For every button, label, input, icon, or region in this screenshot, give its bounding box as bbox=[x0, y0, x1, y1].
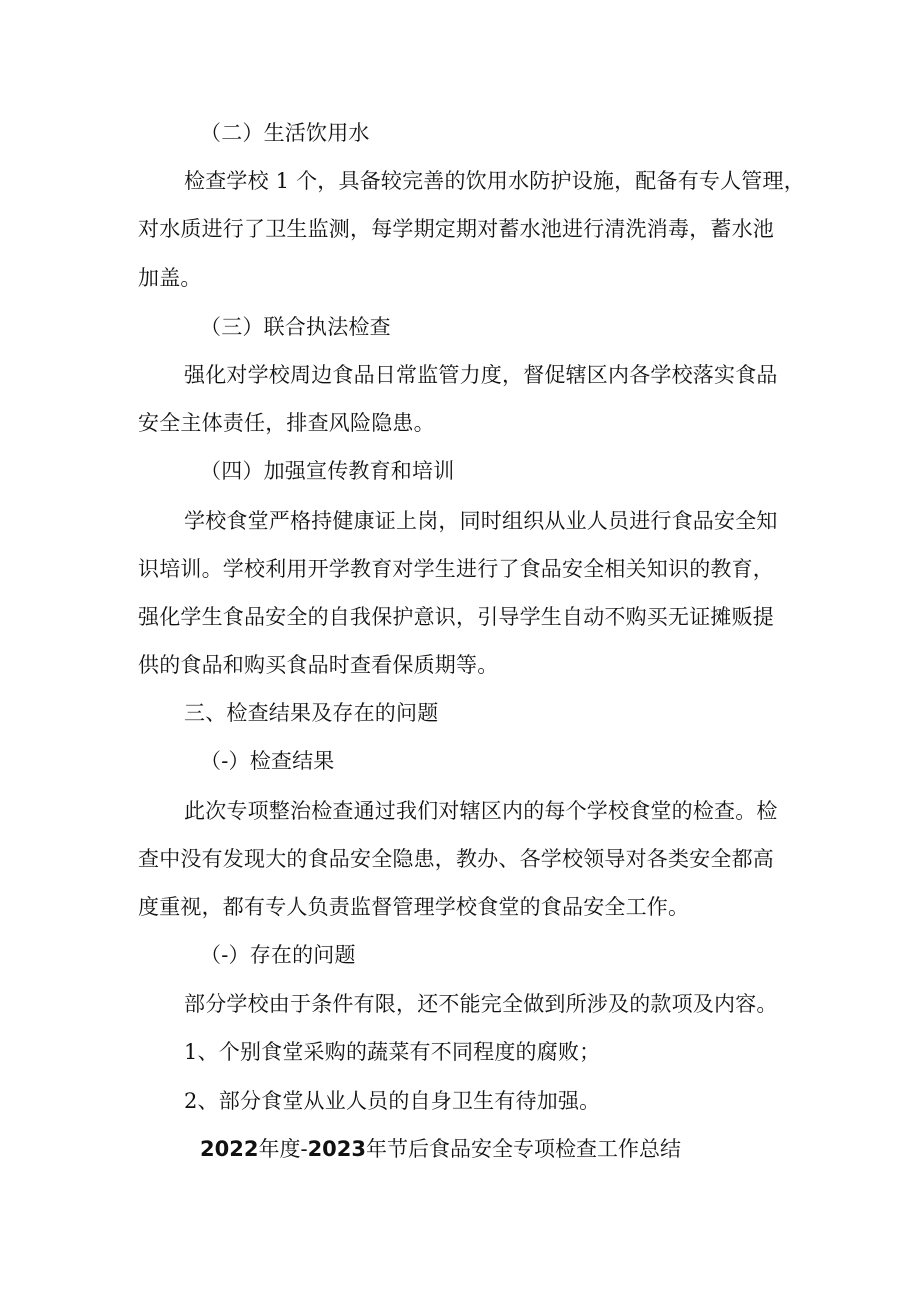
paragraph-line: 部分学校由于条件有限，还不能完全做到所涉及的款项及内容。 bbox=[184, 992, 778, 1016]
paragraph-line: 此次专项整治检查通过我们对辖区内的每个学校食堂的检查。检 bbox=[184, 799, 778, 823]
heading-joint-enforcement: （三）联合执法检查 bbox=[200, 315, 391, 339]
heading-education-training: （四）加强宣传教育和培训 bbox=[200, 459, 455, 483]
paragraph-line: 强化学生食品安全的自我保护意识，引导学生自动不购买无证摊贩提 bbox=[138, 605, 774, 629]
paragraph-line: 供的食品和购买食品时查看保质期等。 bbox=[138, 653, 499, 677]
subheading-results: （-）检查结果 bbox=[200, 749, 335, 773]
heading-drinking-water: （二）生活饮用水 bbox=[200, 121, 370, 145]
list-item: 2、部分食堂从业人员的自身卫生有待加强。 bbox=[184, 1089, 601, 1113]
paragraph-line: 学校食堂严格持健康证上岗，同时组织从业人员进行食品安全知 bbox=[184, 509, 778, 533]
title-part-1: 年度- bbox=[258, 1137, 308, 1161]
paragraph-line: 查中没有发现大的食品安全隐患，教办、各学校领导对各类安全都高 bbox=[138, 847, 774, 871]
paragraph-line: 度重视，都有专人负责监督管理学校食堂的食品安全工作。 bbox=[138, 895, 690, 919]
list-item: 1、个别食堂采购的蔬菜有不同程度的腐败； bbox=[184, 1040, 601, 1064]
title-year-start: 2022 bbox=[200, 1137, 259, 1161]
paragraph-line: 安全主体责任，排查风险隐患。 bbox=[138, 411, 435, 435]
document-title bbox=[200, 1134, 800, 1164]
paragraph-line: 加盖。 bbox=[138, 266, 202, 290]
paragraph-line: 检查学校 1 个，具备较完善的饮用水防护设施，配备有专人管理， bbox=[184, 169, 805, 193]
title-year-end: 2023 bbox=[307, 1137, 367, 1161]
paragraph-line: 强化对学校周边食品日常监管力度，督促辖区内各学校落实食品 bbox=[184, 363, 778, 387]
heading-results-issues: 三、检查结果及存在的问题 bbox=[184, 701, 439, 725]
title-part-2: 年节后食品安全专项检查工作总结 bbox=[366, 1137, 682, 1161]
paragraph-line: 识培训。学校利用开学教育对学生进行了食品安全相关知识的教育， bbox=[138, 557, 774, 581]
subheading-issues: （-）存在的问题 bbox=[200, 943, 356, 967]
paragraph-line: 对水质进行了卫生监测，每学期定期对蓄水池进行清洗消毒，蓄水池 bbox=[138, 217, 774, 241]
